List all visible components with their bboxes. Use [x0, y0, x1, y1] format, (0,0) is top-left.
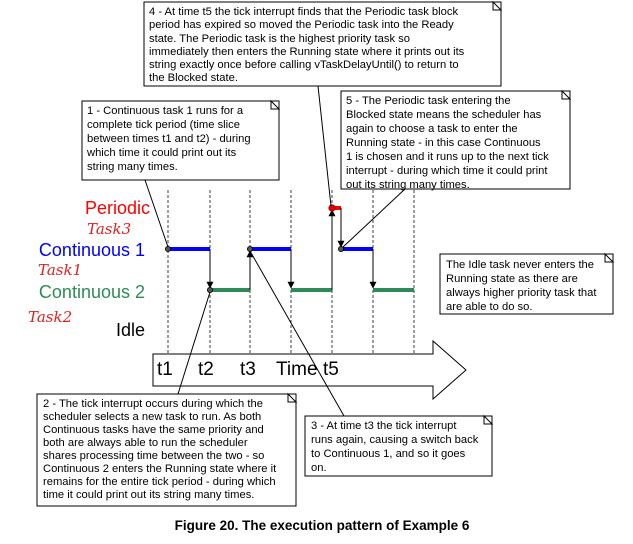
callout-5-line-6: interrupt - during which time it could print [346, 165, 548, 177]
handwritten-annotations [28, 220, 131, 326]
axis-label-t2: t2 [198, 359, 214, 380]
leader-c4 [318, 86, 331, 206]
axis-label-time: Time [276, 359, 318, 380]
callout-4 [144, 2, 501, 86]
callout-2-line-1: 2 - The tick interrupt occurs during which the [43, 398, 263, 410]
callout-1-line-4: which time it could print out its [87, 147, 237, 159]
axis-label-t1: t1 [157, 359, 173, 380]
idle-note [440, 254, 613, 314]
callout-2-line-4: both are always able to run the scheduler [43, 437, 248, 449]
figure-caption: Figure 20. The execution pattern of Example 6 [174, 518, 470, 533]
idle-note-line-1: The Idle task never enters the [446, 259, 595, 271]
handwritten-task1: Task1 [38, 261, 83, 279]
callout-1-line-3: between times t1 and t2) - during [87, 133, 251, 145]
callout-2-line-8: time it could print out its string many times. [43, 489, 255, 501]
idle-note-line-4: are able to do so. [446, 301, 533, 313]
callout-4-line-2: period has expired so moved the Periodic task into the Ready [149, 19, 454, 31]
callout-5-line-2: Blocked state means the scheduler has [346, 109, 542, 121]
leader-c5 [343, 189, 405, 247]
callout-5-line-3: again to choose a task to enter the [346, 123, 518, 135]
callout-1-line-1: 1 - Continuous task 1 runs for a [87, 105, 244, 117]
task-label-periodic: Periodic [84, 198, 150, 218]
callout-1 [82, 101, 279, 180]
callout-2 [37, 394, 296, 506]
callout-5-line-5: 1 is chosen and it runs up to the next tick [346, 151, 549, 163]
callout-2-line-2: scheduler selects a new task to run. As both [43, 411, 262, 423]
callout-2-line-5: shares processing time between the two - so [43, 450, 265, 462]
task-label-continuous1: Continuous 1 [38, 240, 145, 260]
leader-c3 [250, 251, 344, 416]
callout-4-line-1: 4 - At time t5 the tick interrupt finds that the Periodic task block [149, 6, 459, 18]
callout-3-line-2: runs again, causing a switch back [311, 434, 479, 446]
callout-5 [341, 91, 570, 191]
event-marker-t5 [329, 205, 335, 211]
callout-4-line-5: string exactly once before calling vTaskDelayUntil() to return to [149, 59, 459, 71]
task-label-continuous2: Continuous 2 [38, 282, 145, 302]
idle-note-line-3: always higher priority task that [446, 287, 597, 299]
axis-label-t3: t3 [240, 359, 256, 380]
callout-2-line-7: remains for the entire tick period - during which [43, 476, 276, 488]
event-marker-after-periodic [338, 246, 343, 251]
handwritten-task2: Task2 [28, 308, 73, 326]
callout-4-line-3: state. The Periodic task is the highest priority task so [149, 33, 410, 45]
callout-3-line-3: to Continuous 1, and so it goes [311, 448, 466, 460]
callout-1-line-5: string many times. [87, 161, 178, 173]
callout-5-line-7: out its string many times. [346, 179, 470, 191]
task-label-idle: Idle [115, 320, 145, 340]
handwritten-task3: Task3 [87, 220, 132, 238]
callout-1-line-2: complete tick period (time slice [87, 119, 240, 131]
callout-3-line-4: on. [311, 462, 327, 474]
callout-3-line-1: 3 - At time t3 the tick interrupt [311, 420, 457, 432]
callout-5-line-1: 5 - The Periodic task entering the [346, 95, 511, 107]
callout-3 [305, 416, 492, 476]
axis-label-t5: t5 [323, 359, 339, 380]
event-marker-t2 [207, 287, 212, 292]
callout-5-line-4: Running state - in this case Continuous [346, 137, 541, 149]
event-marker-t3 [247, 246, 252, 251]
callout-2-line-6: Continuous 2 enters the Running state where it [43, 463, 277, 475]
callout-4-line-4: immediately then enters the Running state where it prints out its [149, 46, 465, 58]
idle-note-line-2: Running state as there are [446, 273, 578, 285]
event-marker-t1 [165, 246, 170, 251]
callout-2-line-3: Continuous tasks have the same priority and [43, 424, 264, 436]
callout-4-line-6: the Blocked state. [149, 72, 238, 84]
